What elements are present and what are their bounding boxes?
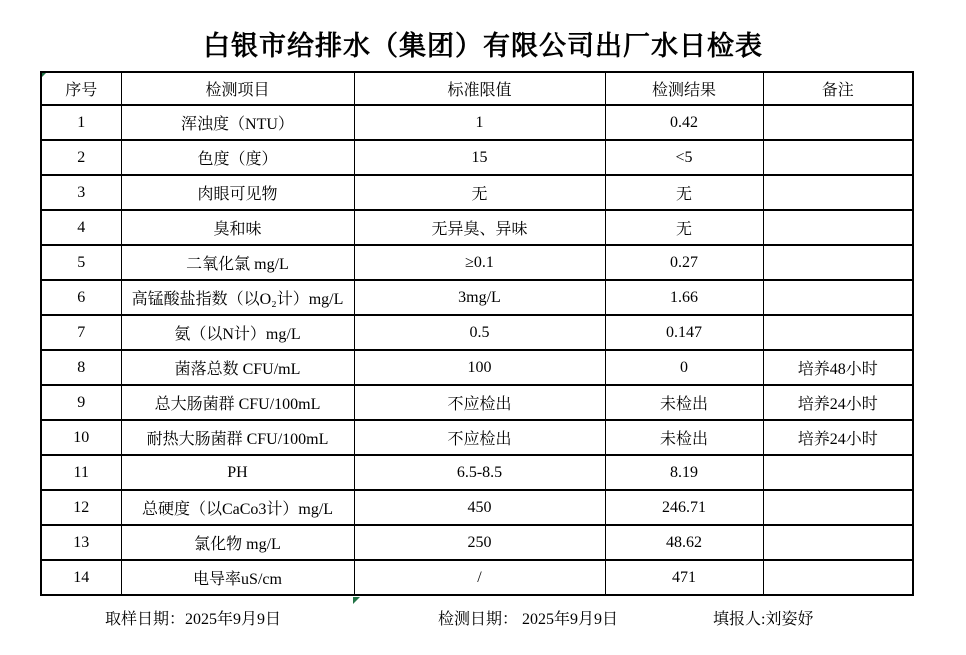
cell-item: 氨（以N计）mg/L [121, 315, 354, 350]
table-row [41, 280, 913, 315]
cell-item: 电导率uS/cm [121, 560, 354, 595]
cell-item: 氯化物 mg/L [121, 525, 354, 560]
cell-limit: ≥0.1 [354, 245, 605, 280]
cell-result: 8.19 [605, 455, 763, 490]
cell-no: 5 [41, 245, 121, 280]
cell-no: 6 [41, 280, 121, 315]
table-row [41, 420, 913, 455]
cell-limit: 无异臭、异味 [354, 210, 605, 245]
cell-result: 0.42 [605, 105, 763, 140]
cell-limit: 1 [354, 105, 605, 140]
table-row [41, 105, 913, 140]
cell-no: 3 [41, 175, 121, 210]
cell-limit: 15 [354, 140, 605, 175]
cell-note [763, 490, 913, 525]
cell-result: 未检出 [605, 385, 763, 420]
cell-result: 0.147 [605, 315, 763, 350]
cell-note: 培养24小时 [763, 420, 913, 455]
page-title: 白银市给排水（集团）有限公司出厂水日检表 [203, 31, 763, 61]
cell-result: 未检出 [605, 420, 763, 455]
cell-limit: 不应检出 [354, 385, 605, 420]
cell-note [763, 210, 913, 245]
table-row [41, 210, 913, 245]
footer [0, 606, 966, 628]
cell-no: 9 [41, 385, 121, 420]
cell-result: 471 [605, 560, 763, 595]
cell-limit: 不应检出 [354, 420, 605, 455]
table-row [41, 245, 913, 280]
cell-result: 1.66 [605, 280, 763, 315]
cell-note [763, 105, 913, 140]
cell-result: 无 [605, 175, 763, 210]
cell-item: 高锰酸盐指数（以O₂计）mg/L [121, 280, 354, 315]
cell-result: 0.27 [605, 245, 763, 280]
cell-limit: / [354, 560, 605, 595]
cell-no: 2 [41, 140, 121, 175]
cell-item: 臭和味 [121, 210, 354, 245]
cell-item: 浑浊度（NTU） [121, 105, 354, 140]
sampling-date-label: 取样日期：2025年9月9日 [105, 611, 282, 628]
table-row [41, 315, 913, 350]
cell-note: 培养24小时 [763, 385, 913, 420]
cell-note [763, 560, 913, 595]
table-row [41, 490, 913, 525]
table-header-row [41, 72, 913, 105]
table-row [41, 525, 913, 560]
cell-no: 12 [41, 490, 121, 525]
cell-note [763, 280, 913, 315]
cell-result: <5 [605, 140, 763, 175]
table-row [41, 140, 913, 175]
table-row [41, 350, 913, 385]
cell-item: 总大肠菌群 CFU/100mL [121, 385, 354, 420]
cell-limit: 250 [354, 525, 605, 560]
cell-item: PH [121, 455, 354, 490]
cell-note [763, 140, 913, 175]
cell-no: 1 [41, 105, 121, 140]
cell-note [763, 315, 913, 350]
cell-limit: 0.5 [354, 315, 605, 350]
cell-note [763, 455, 913, 490]
cell-note [763, 245, 913, 280]
cell-result: 48.62 [605, 525, 763, 560]
cell-limit: 无 [354, 175, 605, 210]
cell-item: 菌落总数 CFU/mL [121, 350, 354, 385]
excel-error-indicator-icon [353, 597, 360, 604]
column-header-limit: 标准限值 [354, 72, 605, 105]
column-header-item: 检测项目 [121, 72, 354, 105]
column-header-no: 序号 [41, 72, 121, 105]
table-row [41, 175, 913, 210]
cell-no: 10 [41, 420, 121, 455]
column-header-result: 检测结果 [605, 72, 763, 105]
cell-result: 0 [605, 350, 763, 385]
column-header-note: 备注 [763, 72, 913, 105]
cell-result: 无 [605, 210, 763, 245]
cell-no: 11 [41, 455, 121, 490]
test-date-label: 检测日期： 2025年9月9日 [438, 611, 619, 628]
table-row [41, 455, 913, 490]
table-row [41, 560, 913, 595]
cell-item: 耐热大肠菌群 CFU/100mL [121, 420, 354, 455]
cell-item: 色度（度） [121, 140, 354, 175]
cell-item: 总硬度（以CaCo3计）mg/L [121, 490, 354, 525]
cell-no: 14 [41, 560, 121, 595]
cell-limit: 450 [354, 490, 605, 525]
cell-note: 培养48小时 [763, 350, 913, 385]
cell-limit: 3mg/L [354, 280, 605, 315]
cell-no: 4 [41, 210, 121, 245]
cell-result: 246.71 [605, 490, 763, 525]
reporter-label: 填报人:刘姿妤 [713, 611, 814, 628]
cell-limit: 6.5-8.5 [354, 455, 605, 490]
cell-note [763, 175, 913, 210]
cell-no: 7 [41, 315, 121, 350]
cell-no: 8 [41, 350, 121, 385]
cell-item: 肉眼可见物 [121, 175, 354, 210]
cell-limit: 100 [354, 350, 605, 385]
inspection-table [40, 71, 914, 596]
cell-item: 二氧化氯 mg/L [121, 245, 354, 280]
cell-no: 13 [41, 525, 121, 560]
cell-note [763, 525, 913, 560]
table-row [41, 385, 913, 420]
